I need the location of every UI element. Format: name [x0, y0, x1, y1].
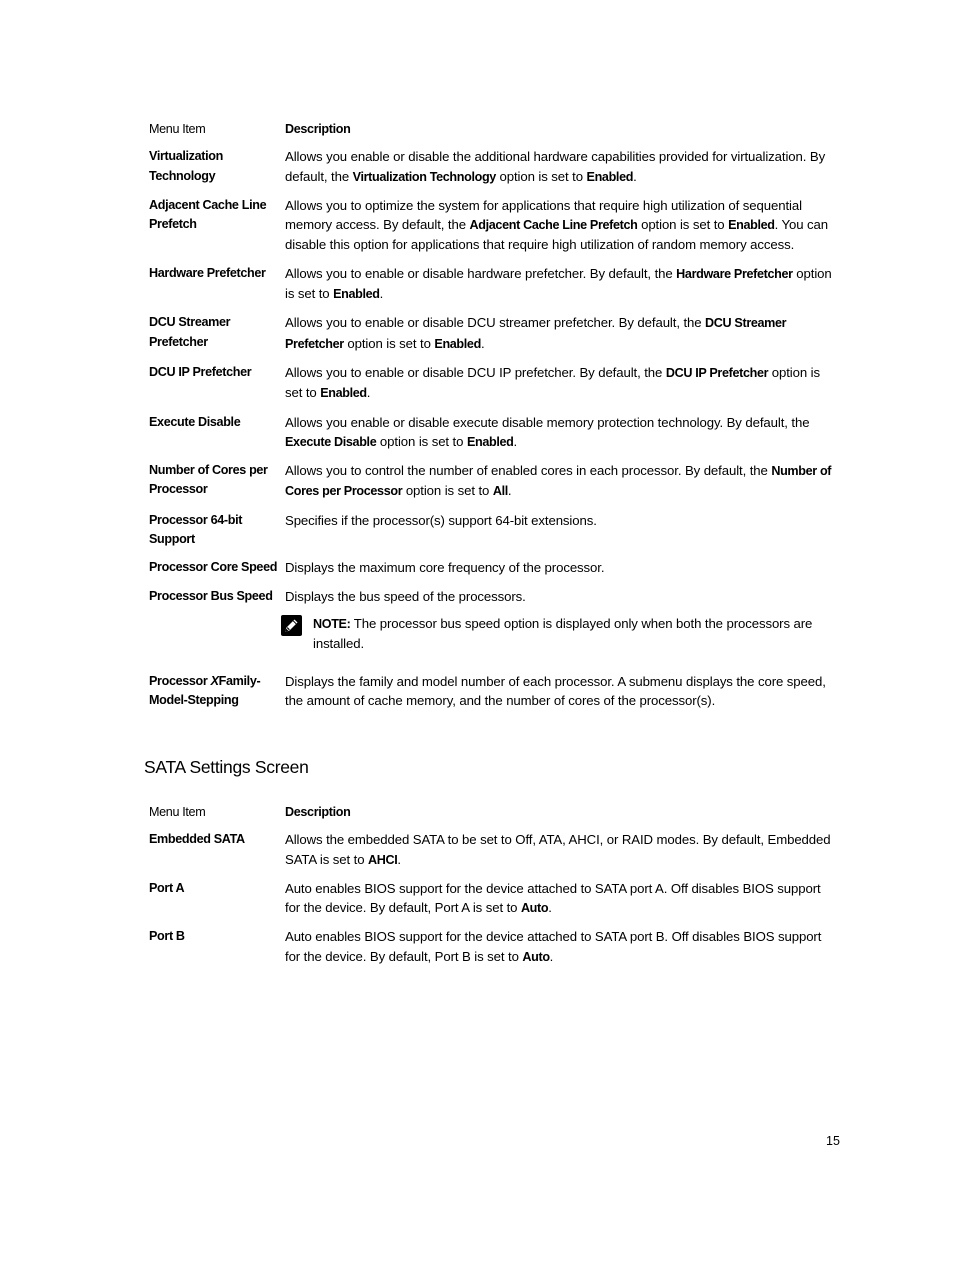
table-header: [149, 120, 839, 139]
description: Displays the bus speed of the processors.: [285, 588, 526, 604]
table-row: [149, 363, 839, 404]
menu-item-label: Port B: [149, 929, 185, 944]
table-header: [149, 803, 839, 822]
menu-item-label: Processor XFamily-Model-Stepping: [149, 673, 261, 707]
processor-settings-table: [149, 120, 839, 719]
column-header-description: Description: [285, 122, 351, 136]
description: Allows you to enable or disable DCU IP prefetcher. By default, the DCU IP Prefetcher option is set to Enabled.: [285, 364, 820, 401]
description: Allows the embedded SATA to be set to Off, ATA, AHCI, or RAID modes. By default, Embedded SATA is set to AHCI.: [285, 832, 831, 867]
description: Allows you enable or disable execute disable memory protection technology. By default, the Execute Disable option is set to Enabled.: [285, 414, 810, 449]
column-header-description: Description: [285, 805, 351, 819]
column-header-menu-item: Menu Item: [149, 805, 206, 819]
description: Allows you to enable or disable DCU streamer prefetcher. By default, the DCU Streamer Prefetcher option is set to Enabled.: [285, 315, 787, 351]
table-row: [149, 413, 839, 453]
menu-item-label: DCU IP Prefetcher: [149, 364, 252, 379]
note-text: NOTE: The processor bus speed option is displayed only when both the processors are installed.: [313, 615, 813, 652]
description: Allows you to optimize the system for applications that require high utilization of sequential memory access. By default, the Adjacent Cache Line Prefetch option is set to Enabled. You can disable this option for applications that require high utilization of random memory access.: [285, 197, 829, 253]
menu-item-label: Execute Disable: [149, 414, 241, 429]
menu-item-label: Processor Bus Speed: [149, 588, 273, 603]
note-pencil-icon: [281, 615, 302, 636]
table-row: [149, 461, 839, 502]
menu-item-label: Number of Cores per Processor: [149, 463, 268, 497]
description: Allows you to control the number of enabled cores in each processor. By default, the Number of Cores per Processor option is set to All.: [285, 463, 832, 499]
table-row: [149, 313, 839, 354]
table-row: [149, 558, 839, 577]
description-with-note: [285, 587, 839, 654]
table-row: [149, 147, 839, 187]
menu-item-label: Port A: [149, 880, 185, 895]
table-row: [149, 879, 839, 919]
menu-item-label: Embedded SATA: [149, 832, 245, 847]
table-row: [149, 511, 839, 550]
description: Allows you enable or disable the additional hardware capabilities provided for virtualization. By default, the Virtualization Technology option is set to Enabled.: [285, 149, 826, 184]
description: Auto enables BIOS support for the device attached to SATA port A. Off disables BIOS support for the device. By default, Port A is set to Auto.: [285, 880, 821, 916]
description: Auto enables BIOS support for the device attached to SATA port B. Off disables BIOS support for the device. By default, Port B is set to Auto.: [285, 929, 822, 964]
menu-item-label: Hardware Prefetcher: [149, 265, 266, 280]
menu-item-label: Processor Core Speed: [149, 560, 278, 575]
menu-item-label: Processor 64-bit Support: [149, 512, 243, 547]
table-row: [149, 927, 839, 967]
section-heading: SATA Settings Screen: [144, 757, 309, 777]
description: Displays the family and model number of each processor. A submenu displays the core speed, the amount of cache memory, and the number of cores of the processor(s).: [285, 673, 826, 708]
description: Displays the maximum core frequency of the processor.: [285, 560, 605, 576]
description: Allows you to enable or disable hardware prefetcher. By default, the Hardware Prefetcher option is set to Enabled.: [285, 265, 832, 302]
note: [285, 614, 839, 654]
menu-item-label: Virtualization Technology: [149, 149, 223, 183]
table-row: [149, 264, 839, 305]
menu-item-label: Adjacent Cache Line Prefetch: [149, 197, 267, 232]
menu-item-label: DCU Streamer Prefetcher: [149, 315, 231, 349]
note-label: NOTE:: [313, 616, 351, 631]
table-row: [149, 196, 839, 255]
page-number: 15: [826, 1134, 840, 1148]
table-row: [149, 587, 839, 654]
table-row: [149, 672, 839, 711]
column-header-menu-item: Menu Item: [149, 122, 206, 136]
sata-settings-table: [149, 803, 839, 976]
table-row: [149, 830, 839, 870]
description: Specifies if the processor(s) support 64-bit extensions.: [285, 512, 597, 528]
